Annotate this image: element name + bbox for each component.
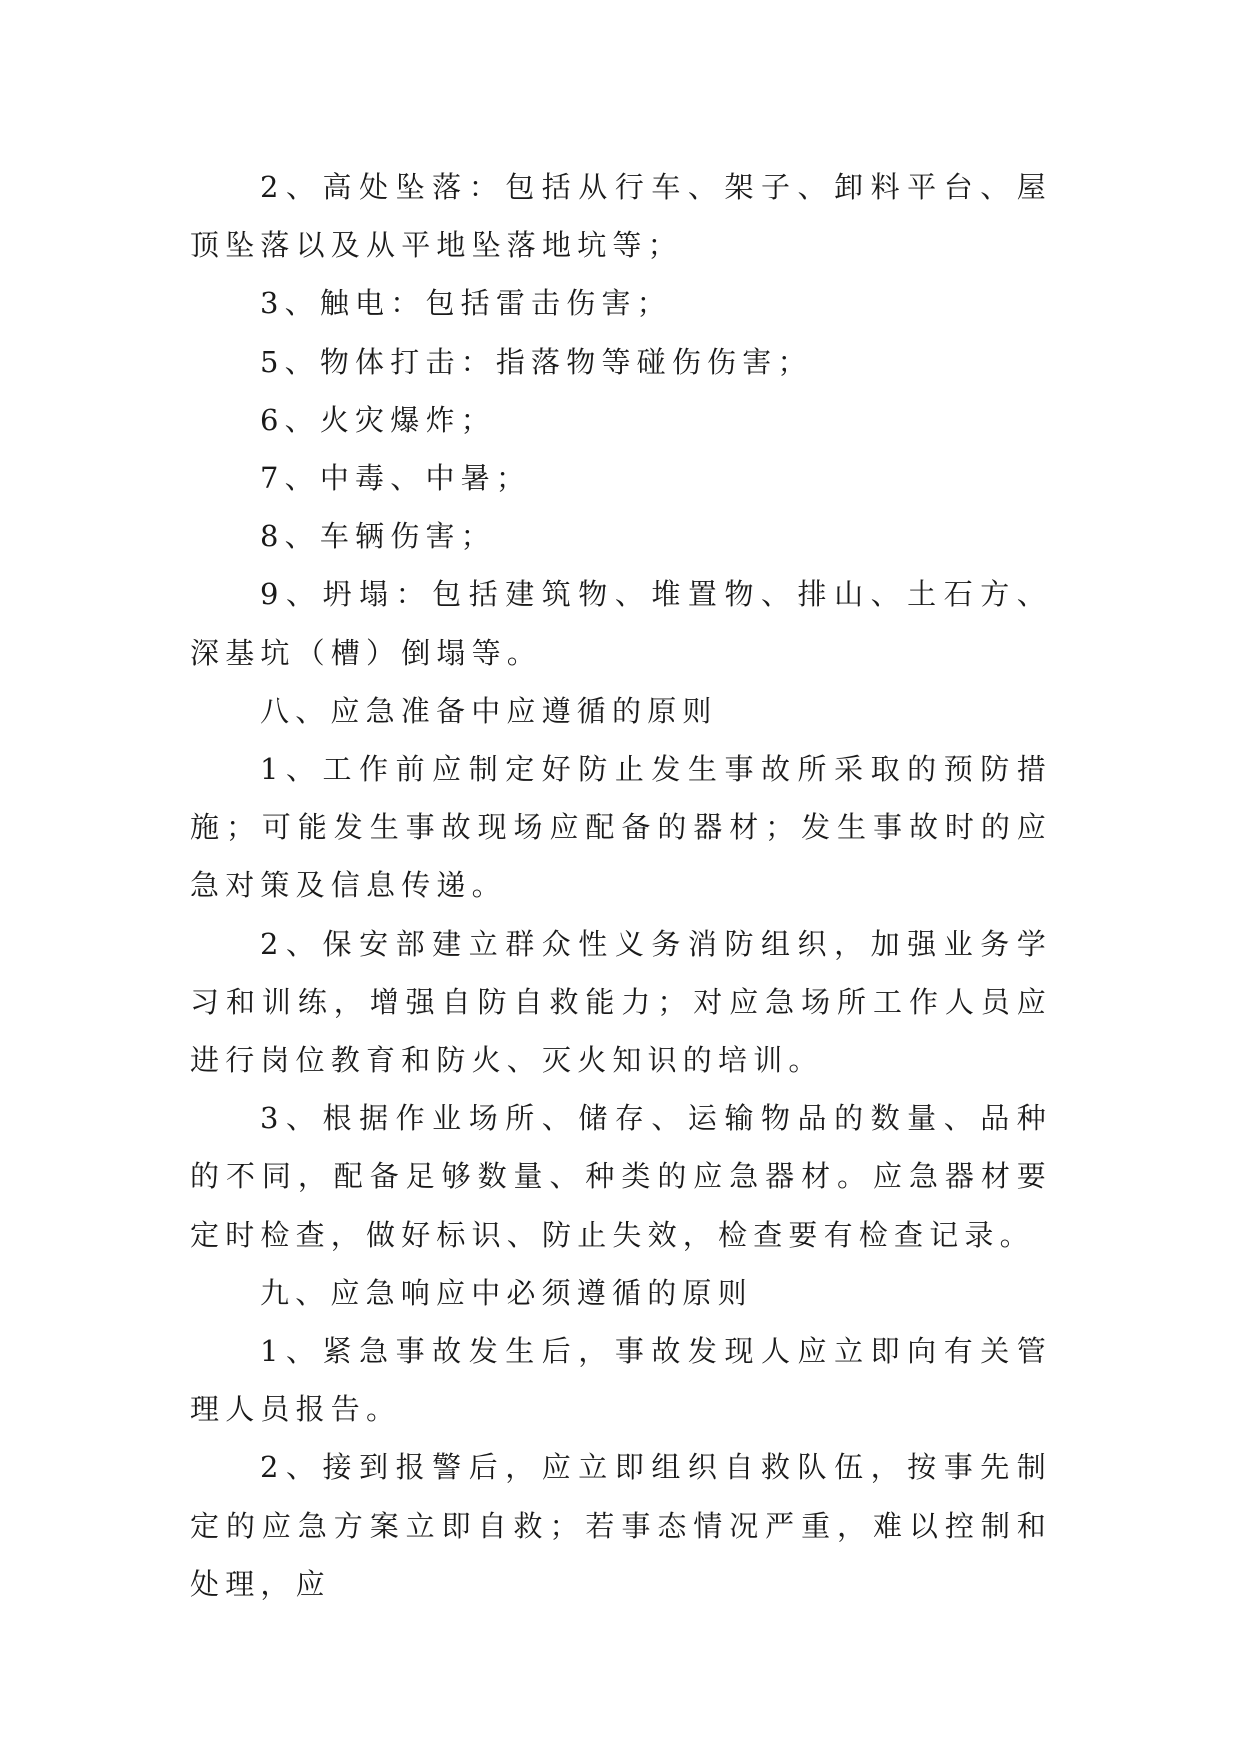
paragraph-self-rescue: 2、接到报警后，应立即组织自救队伍，按事先制定的应急方案立即自救；若事态情况严重，难以控制和处理，应 xyxy=(190,1450,1052,1601)
paragraph-fall-from-height: 2、高处坠落：包括从行车、架子、卸料平台、屋顶坠落以及从平地坠落地坑等； xyxy=(190,170,1052,263)
document-body xyxy=(190,158,1052,1613)
section-heading-emergency-response: 九、应急响应中必须遵循的原则 xyxy=(260,1275,753,1310)
paragraph-equipment: 3、根据作业场所、储存、运输物品的数量、品种的不同，配备足够数量、种类的应急器材。应急器材要定时检查，做好标识、防止失效，检查要有检查记录。 xyxy=(190,1101,1052,1252)
paragraph-fire-explosion: 6、火灾爆炸； xyxy=(260,402,496,437)
paragraph-report-accident: 1、紧急事故发生后，事故发现人应立即向有关管理人员报告。 xyxy=(190,1334,1052,1427)
section-heading-emergency-preparation: 八、应急准备中应遵循的原则 xyxy=(260,693,718,728)
paragraph-collapse: 9、坍塌：包括建筑物、堆置物、排山、土石方、深基坑（槽）倒塌等。 xyxy=(190,577,1052,670)
paragraph-electric-shock: 3、触电：包括雷击伤害； xyxy=(260,286,672,321)
paragraph-vehicle-injury: 8、车辆伤害； xyxy=(260,519,496,554)
paragraph-poisoning-heatstroke: 7、中毒、中暑； xyxy=(260,461,532,496)
paragraph-fire-brigade: 2、保安部建立群众性义务消防组织，加强业务学习和训练，增强自防自救能力；对应急场所工作人员应进行岗位教育和防火、灭火知识的培训。 xyxy=(190,926,1052,1078)
paragraph-object-strike: 5、物体打击：指落物等碰伤伤害； xyxy=(260,344,813,379)
paragraph-prep-measures: 1、工作前应制定好防止发生事故所采取的预防措施；可能发生事故现场应配备的器材；发生事故时的应急对策及信息传递。 xyxy=(190,752,1052,903)
